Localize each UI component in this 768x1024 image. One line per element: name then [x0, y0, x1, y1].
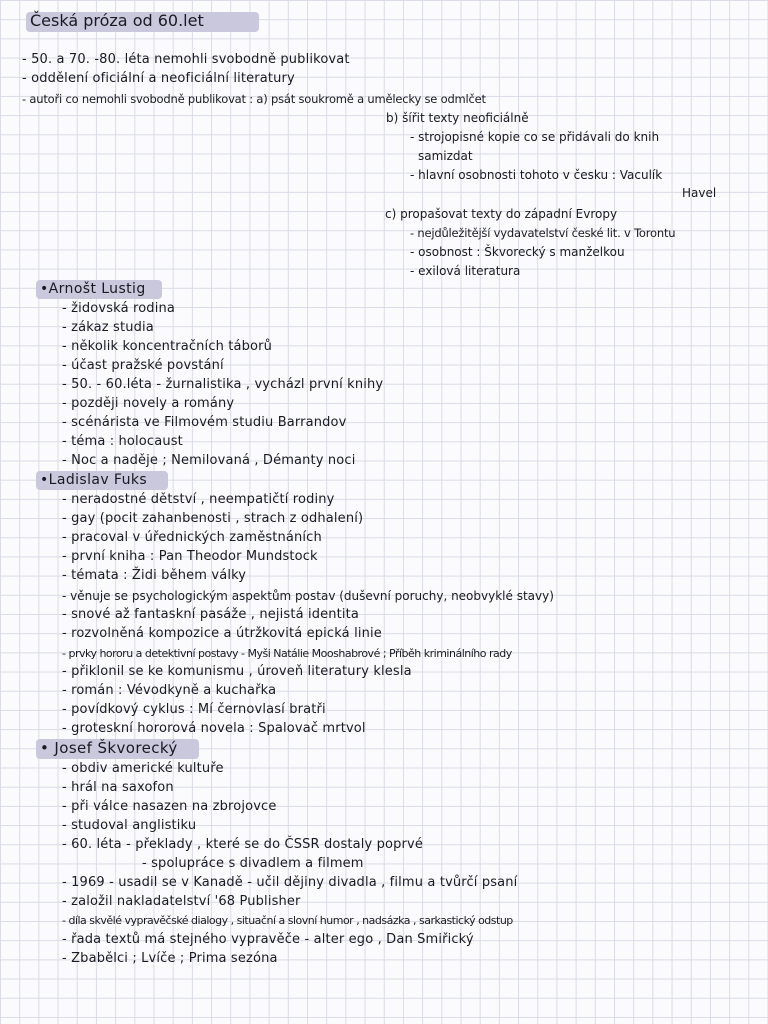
lustig-item: - 50. - 60.léta - žurnalistika , vycházl první knihy [62, 377, 384, 392]
section-heading-skvorecky: • Josef Škvorecký [40, 739, 178, 757]
skvorecky-item: - hrál na saxofon [62, 780, 174, 795]
page-title: Česká próza od 60.let [30, 11, 204, 30]
lustig-item: - téma : holocaust [62, 434, 183, 449]
intro-c-item: - exilová literatura [410, 264, 521, 278]
lustig-item: - zákaz studia [62, 320, 154, 335]
lustig-item: - účast pražské povstání [62, 358, 224, 373]
fuks-item: - věnuje se psychologickým aspektům postav (duševní poruchy, neobvyklé stavy) [62, 589, 554, 603]
skvorecky-item: - obdiv americké kultuře [62, 761, 224, 776]
skvorecky-item: - 1969 - usadil se v Kanadě - učil dějiny divadla , filmu a tvůrčí psaní [62, 875, 518, 890]
intro-b-item: Havel [682, 186, 717, 200]
fuks-item: - přiklonil se ke komunismu , úroveň literatury klesla [62, 664, 412, 679]
intro-line: - oddělení oficiální a neoficiální literatury [22, 71, 295, 86]
lustig-item: - později novely a romány [62, 396, 235, 411]
section-heading-lustig: •Arnošt Lustig [40, 281, 146, 297]
skvorecky-item: - studoval anglistiku [62, 818, 197, 833]
fuks-item: - povídkový cyklus : Mí černovlasí bratři [62, 702, 326, 717]
skvorecky-item: - díla skvělé vypravěčské dialogy , situační a slovní humor , nadsázka , sarkastický odstup [62, 914, 513, 927]
fuks-item: - první kniha : Pan Theodor Mundstock [62, 549, 318, 564]
skvorecky-item: - při válce nasazen na zbrojovce [62, 799, 277, 814]
intro-b-item: - hlavní osobnosti tohoto v česku : Vaculík [410, 168, 663, 182]
intro-c-item: - nejdůležitější vydavatelství české lit. v Torontu [410, 226, 676, 240]
intro-b-item: - strojopisné kopie co se přidávali do knih [410, 130, 660, 144]
fuks-item: - snové až fantaskní pasáže , nejistá identita [62, 607, 360, 622]
fuks-item: - rozvolněná kompozice a útržkovitá epická linie [62, 626, 382, 641]
intro-line: - 50. a 70. -80. léta nemohli svobodně publikovat [22, 52, 350, 67]
lustig-item: - několik koncentračních táborů [62, 339, 273, 354]
skvorecky-item: - řada textů má stejného vypravěče - alter ego , Dan Smiřický [62, 932, 474, 947]
fuks-item: - groteskní hororová novela : Spalovač mrtvol [62, 721, 366, 736]
fuks-item: - neradostné dětství , neempatičtí rodiny [62, 492, 335, 507]
skvorecky-item: - založil nakladatelství '68 Publisher [62, 894, 301, 909]
lustig-item: - scénárista ve Filmovém studiu Barrandov [62, 415, 347, 430]
fuks-item: - témata : Židi během války [62, 568, 247, 583]
intro-b-item: samizdat [418, 149, 473, 163]
fuks-item: - prvky hororu a detektivní postavy - Myši Natálie Mooshabrové ; Příběh kriminálního rady [62, 647, 512, 660]
intro-line: - autoři co nemohli svobodně publikovat : a) psát soukromě a umělecky se odmlčet [22, 92, 486, 106]
intro-b-label: b) šířit texty neoficiálně [386, 111, 529, 125]
fuks-item: - pracoval v úřednických zaměstnáních [62, 530, 322, 545]
skvorecky-item: - Zbabělci ; Lvíče ; Prima sezóna [62, 951, 278, 966]
intro-c-label: c) propašovat texty do západní Evropy [385, 207, 618, 221]
fuks-item: - gay (pocit zahanbenosti , strach z odhalení) [62, 511, 364, 526]
fuks-item: - román : Vévodkyně a kuchařka [62, 683, 277, 698]
section-heading-fuks: •Ladislav Fuks [40, 472, 148, 488]
intro-c-item: - osobnost : Škvorecký s manželkou [410, 245, 625, 259]
skvorecky-item: - spolupráce s divadlem a filmem [142, 856, 364, 871]
lustig-item: - Noc a naděje ; Nemilovaná , Démanty noci [62, 453, 356, 468]
lustig-item: - židovská rodina [62, 301, 175, 316]
skvorecky-item: - 60. léta - překlady , které se do ČSSR dostaly poprvé [62, 837, 424, 852]
